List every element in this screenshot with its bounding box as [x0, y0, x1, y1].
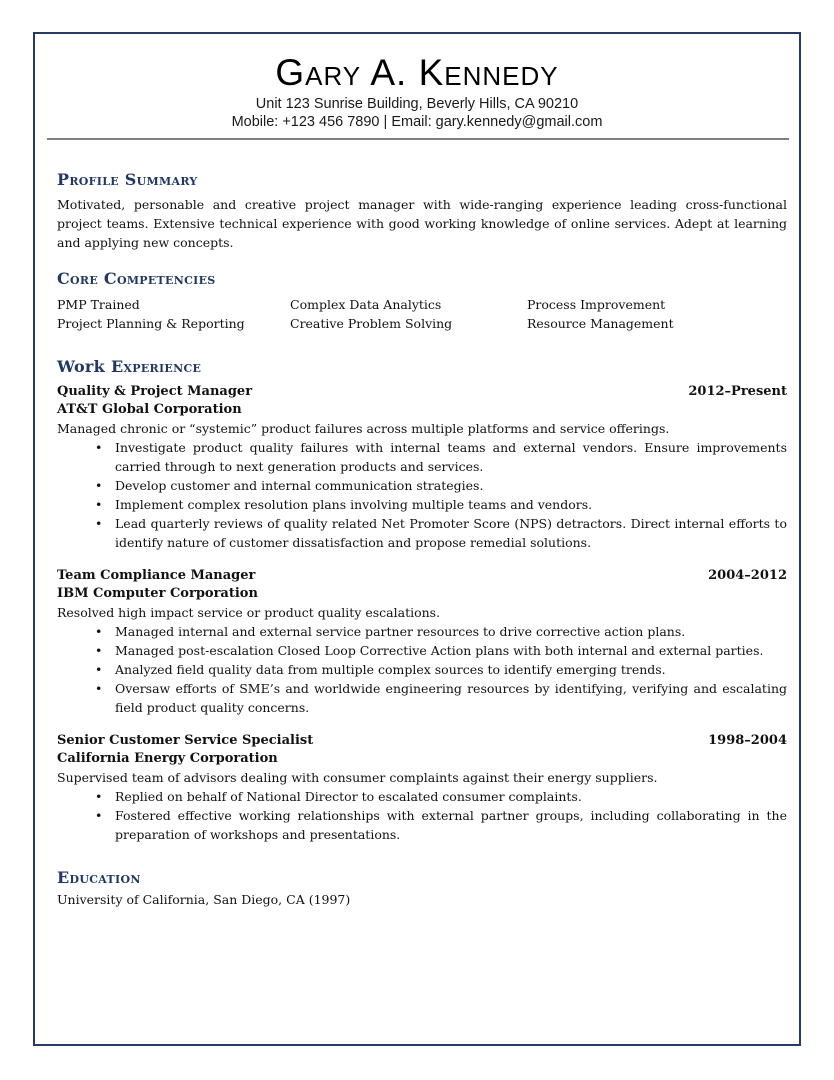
address-line: Unit 123 Sunrise Building, Beverly Hills, CA 90210 — [255, 96, 579, 112]
competencies-column-2 — [290, 295, 527, 333]
job-summary: Resolved high impact service or product quality escalations. — [57, 605, 441, 620]
job-bullet: • Oversaw efforts of SME’s and worldwide engineering resources by identifying, verifying and escalating field product quality concerns. — [57, 679, 787, 717]
job-company: AT&T Global Corporation — [57, 402, 242, 417]
competency-item: Creative Problem Solving — [290, 316, 453, 331]
job-company: IBM Computer Corporation — [57, 586, 258, 601]
job-bullet: • Investigate product quality failures with internal teams and external vendors. Ensure improvements carried through to next generation products and services. — [57, 438, 787, 476]
job-summary: Supervised team of advisors dealing with consumer complaints against their energy suppliers. — [57, 770, 658, 785]
job-title-row — [57, 732, 787, 750]
job-title-row — [57, 567, 787, 585]
job-company: California Energy Corporation — [57, 751, 278, 766]
job-dates: 1998–2004 — [708, 733, 787, 748]
job-bullet-list — [57, 622, 787, 717]
page-border-frame — [33, 32, 801, 1046]
job-bullet: • Lead quarterly reviews of quality related Net Promoter Score (NPS) detractors. Direct internal efforts to identify nature of customer dissatisfaction and propose remedial solutions. — [57, 514, 787, 552]
work-heading-word: Work — [57, 357, 106, 376]
section-core-competencies — [57, 269, 787, 333]
contact-line: Mobile: +123 456 7890 | Email: gary.kennedy@gmail.com — [231, 114, 603, 130]
job-title: Quality & Project Manager — [57, 384, 253, 399]
competencies-grid — [57, 295, 787, 333]
job-entry-att — [57, 383, 787, 552]
profile-summary-text: Motivated, personable and creative project manager with wide-ranging experience leading cross-functional project teams. Extensive technical experience with good working knowledge of online services. Adept at learning and applying new concepts. — [57, 197, 787, 250]
job-entry-ibm — [57, 567, 787, 717]
resume-header — [35, 34, 799, 131]
job-bullet: • Managed internal and external service partner resources to drive corrective action plans. — [57, 622, 787, 641]
education-text: University of California, San Diego, CA (1997) — [57, 892, 351, 907]
core-competencies-heading: Core Competencies — [57, 269, 216, 288]
job-title: Senior Customer Service Specialist — [57, 733, 314, 748]
work-heading-caps: Experience — [110, 357, 202, 376]
job-dates: 2012–Present — [688, 384, 787, 399]
job-title-row — [57, 383, 787, 401]
competencies-column-3 — [527, 295, 787, 333]
job-bullet-list — [57, 438, 787, 552]
competency-item: Process Improvement — [527, 297, 666, 312]
job-entry-california-energy — [57, 732, 787, 844]
resume-body — [35, 170, 799, 909]
job-bullet: • Analyzed field quality data from multiple complex sources to identify emerging trends. — [57, 660, 787, 679]
competency-item: Resource Management — [527, 316, 674, 331]
job-bullet: • Implement complex resolution plans involving multiple teams and vendors. — [57, 495, 787, 514]
section-profile-summary — [57, 170, 787, 252]
work-experience-heading — [57, 357, 787, 376]
section-work-experience — [57, 357, 787, 844]
competency-item: PMP Trained — [57, 297, 140, 312]
section-education — [57, 868, 787, 909]
job-bullet: • Replied on behalf of National Director to escalated consumer complaints. — [57, 787, 787, 806]
job-bullet: • Managed post-escalation Closed Loop Corrective Action plans with both internal and external parties. — [57, 641, 787, 660]
job-dates: 2004–2012 — [708, 568, 787, 583]
competency-item: Project Planning & Reporting — [57, 316, 245, 331]
job-title: Team Compliance Manager — [57, 568, 256, 583]
profile-summary-heading: Profile Summary — [57, 170, 198, 189]
job-bullet-list — [57, 787, 787, 844]
competencies-column-1 — [57, 295, 290, 333]
competency-item: Complex Data Analytics — [290, 297, 442, 312]
job-bullet: • Develop customer and internal communication strategies. — [57, 476, 787, 495]
job-bullet: • Fostered effective working relationships with external partner groups, including collaborating in the preparation of workshops and presentations. — [57, 806, 787, 844]
job-summary: Managed chronic or “systemic” product failures across multiple platforms and service offerings. — [57, 421, 670, 436]
candidate-name: Gary A. Kennedy — [275, 52, 559, 93]
header-divider — [47, 138, 789, 140]
education-heading: Education — [57, 868, 141, 887]
